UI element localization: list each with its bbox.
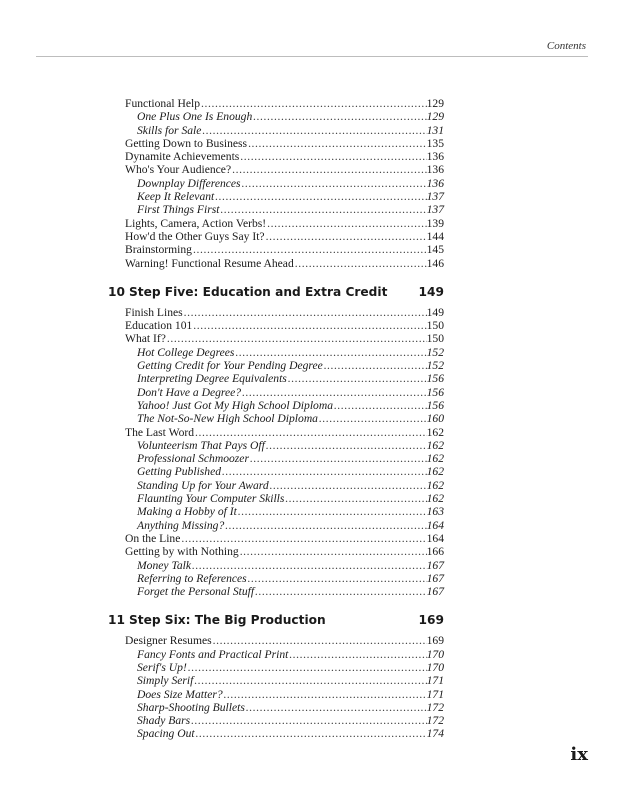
- entry-title: Volunteerism That Pays Off: [137, 438, 265, 452]
- toc-subentry[interactable]: [108, 661, 444, 674]
- entry-page-number: 170: [426, 647, 444, 661]
- entry-page-number: 172: [426, 714, 444, 728]
- dot-leader: [166, 332, 427, 345]
- entry-title: Shady Bars: [137, 714, 191, 728]
- chapter-title: Step Five: Education and Extra Credit: [128, 284, 388, 299]
- entry-page-number: 174: [426, 727, 444, 741]
- toc-subentry[interactable]: [108, 386, 444, 399]
- toc-subentry[interactable]: [108, 346, 444, 359]
- toc-subentry[interactable]: [108, 190, 444, 203]
- table-of-contents: [108, 97, 444, 741]
- dot-leader: [333, 399, 427, 412]
- entry-page-number: 137: [426, 190, 444, 204]
- entry-title: First Things First: [137, 203, 220, 217]
- entry-page-number: 129: [426, 110, 444, 124]
- dot-leader: [294, 257, 427, 270]
- entry-page-number: 164: [426, 518, 444, 532]
- toc-subentry[interactable]: [108, 359, 444, 372]
- entry-page-number: 163: [426, 505, 444, 519]
- chapter-number: 11: [108, 613, 125, 628]
- toc-subentry[interactable]: [108, 727, 444, 740]
- entry-page-number: 144: [426, 229, 444, 243]
- dot-leader: [241, 386, 427, 399]
- entry-page-number: 160: [426, 412, 444, 426]
- entry-page-number: 171: [426, 687, 444, 701]
- entry-page-number: 149: [426, 305, 444, 319]
- entry-title: Downplay Differences: [137, 176, 241, 190]
- entry-title: Getting Published: [137, 465, 222, 479]
- chapter-number: 10: [108, 284, 125, 299]
- toc-subentry[interactable]: [108, 559, 444, 572]
- entry-page-number: 150: [426, 332, 444, 346]
- dot-leader: [187, 661, 427, 674]
- entry-title: Who's Your Audience?: [125, 163, 232, 177]
- entry-page-number: 171: [426, 674, 444, 688]
- dot-leader: [287, 372, 427, 385]
- entry-page-number: 131: [426, 123, 444, 137]
- toc-subentry[interactable]: [108, 492, 444, 505]
- dot-leader: [265, 439, 427, 452]
- entry-title: Skills for Sale: [137, 123, 202, 137]
- entry-title: Making a Hobby of It: [137, 505, 237, 519]
- entry-page-number: 129: [426, 97, 444, 110]
- entry-page-number: 152: [426, 359, 444, 373]
- entry-title: Designer Resumes: [125, 634, 212, 648]
- dot-leader: [191, 559, 427, 572]
- chapter-title: Step Six: The Big Production: [128, 613, 326, 628]
- toc-entry[interactable]: [108, 532, 444, 545]
- entry-title: Hot College Degrees: [137, 345, 235, 359]
- entry-page-number: 152: [426, 345, 444, 359]
- dot-leader: [192, 319, 426, 332]
- entry-page-number: 146: [426, 256, 444, 270]
- entry-title: Anything Missing?: [137, 518, 225, 532]
- entry-title: How'd the Other Guys Say It?: [125, 229, 265, 243]
- dot-leader: [247, 137, 427, 150]
- entry-page-number: 166: [426, 545, 444, 559]
- dot-leader: [214, 190, 426, 203]
- page-header: [0, 0, 624, 60]
- dot-leader: [265, 230, 427, 243]
- entry-title: Simply Serif: [137, 674, 194, 688]
- entry-page-number: 162: [426, 478, 444, 492]
- entry-title: Brainstorming: [125, 243, 192, 257]
- entry-page-number: 156: [426, 372, 444, 386]
- dot-leader: [252, 110, 426, 123]
- toc-chapter-heading[interactable]: [108, 284, 444, 300]
- entry-page-number: 137: [426, 203, 444, 217]
- toc-subentry[interactable]: [108, 714, 444, 727]
- entry-page-number: 150: [426, 319, 444, 333]
- toc-subentry[interactable]: [108, 505, 444, 518]
- toc-subentry[interactable]: [108, 452, 444, 465]
- entry-page-number: 145: [426, 243, 444, 257]
- toc-entry[interactable]: [108, 306, 444, 319]
- dot-leader: [193, 674, 426, 687]
- header-rule: [36, 56, 588, 57]
- entry-title: Professional Schmoozer: [137, 452, 249, 466]
- toc-entry[interactable]: [108, 217, 444, 230]
- toc-subentry[interactable]: [108, 372, 444, 385]
- dot-leader: [284, 492, 426, 505]
- dot-leader: [212, 634, 427, 647]
- dot-leader: [180, 532, 426, 545]
- entry-title: The Last Word: [125, 425, 195, 439]
- toc-subentry[interactable]: [108, 701, 444, 714]
- entry-page-number: 164: [426, 531, 444, 545]
- dot-leader: [219, 203, 426, 216]
- entry-title: Warning! Functional Resume Ahead: [125, 256, 294, 270]
- toc-entry[interactable]: [108, 634, 444, 647]
- dot-leader: [247, 572, 427, 585]
- entry-page-number: 172: [426, 700, 444, 714]
- dot-leader: [266, 217, 426, 230]
- page-number: ix: [570, 744, 588, 765]
- toc-entry[interactable]: [108, 137, 444, 150]
- dot-leader: [318, 412, 427, 425]
- entry-page-number: 136: [426, 163, 444, 177]
- dot-leader: [195, 727, 427, 740]
- dot-leader: [194, 426, 427, 439]
- entry-page-number: 170: [426, 660, 444, 674]
- toc-entry[interactable]: [108, 257, 444, 270]
- entry-title: Getting Credit for Your Pending Degree: [137, 359, 323, 373]
- dot-leader: [234, 346, 426, 359]
- entry-title: Flaunting Your Computer Skills: [137, 492, 285, 506]
- entry-page-number: 136: [426, 176, 444, 190]
- dot-leader: [239, 545, 427, 558]
- entry-title: Sharp-Shooting Bullets: [137, 700, 245, 714]
- toc-subentry[interactable]: [108, 572, 444, 585]
- toc-subentry[interactable]: [108, 110, 444, 123]
- entry-page-number: 135: [426, 136, 444, 150]
- dot-leader: [269, 479, 427, 492]
- toc-entry[interactable]: [108, 97, 444, 110]
- dot-leader: [237, 505, 427, 518]
- entry-title: What If?: [125, 332, 166, 346]
- chapter-page-number: 169: [418, 613, 444, 628]
- entry-page-number: 167: [426, 585, 444, 599]
- toc-entry[interactable]: [108, 426, 444, 439]
- toc-entry[interactable]: [108, 332, 444, 345]
- entry-title: Fancy Fonts and Practical Print: [137, 647, 289, 661]
- entry-title: Standing Up for Your Award: [137, 478, 269, 492]
- dot-leader: [245, 701, 427, 714]
- toc-subentry[interactable]: [108, 399, 444, 412]
- dot-leader: [254, 585, 427, 598]
- dot-leader: [241, 177, 427, 190]
- dot-leader: [192, 243, 427, 256]
- entry-title: Getting by with Nothing: [125, 545, 239, 559]
- entry-title: Spacing Out: [137, 727, 195, 741]
- entry-title: Getting Down to Business: [125, 136, 248, 150]
- toc-subentry[interactable]: [108, 585, 444, 598]
- entry-page-number: 169: [426, 634, 444, 648]
- entry-title: Lights, Camera, Action Verbs!: [125, 216, 267, 230]
- entry-title: Referring to References: [137, 571, 247, 585]
- dot-leader: [190, 714, 426, 727]
- entry-title: Interpreting Degree Equivalents: [137, 372, 287, 386]
- toc-entry[interactable]: [108, 319, 444, 332]
- entry-page-number: 162: [426, 492, 444, 506]
- running-head-title: Contents: [546, 40, 586, 52]
- dot-leader: [223, 688, 427, 701]
- entry-title: Education 101: [125, 319, 193, 333]
- toc-entry[interactable]: [108, 163, 444, 176]
- dot-leader: [231, 163, 427, 176]
- toc-subentry[interactable]: [108, 519, 444, 532]
- entry-page-number: 167: [426, 571, 444, 585]
- dot-leader: [200, 97, 427, 110]
- entry-title: Does Size Matter?: [137, 687, 223, 701]
- entry-title: Serif's Up!: [137, 660, 187, 674]
- entry-title: Keep It Relevant: [137, 190, 215, 204]
- entry-page-number: 156: [426, 385, 444, 399]
- toc-subentry[interactable]: [108, 177, 444, 190]
- toc-entry[interactable]: [108, 150, 444, 163]
- entry-title: Money Talk: [137, 558, 191, 572]
- entry-page-number: 162: [426, 438, 444, 452]
- dot-leader: [221, 465, 427, 478]
- toc-entry[interactable]: [108, 545, 444, 558]
- entry-title: Yahoo! Just Got My High School Diploma: [137, 398, 334, 412]
- toc-subentry[interactable]: [108, 203, 444, 216]
- toc-subentry[interactable]: [108, 412, 444, 425]
- entry-title: Finish Lines: [125, 305, 183, 319]
- entry-title: On the Line: [125, 531, 181, 545]
- dot-leader: [249, 452, 427, 465]
- chapter-page-number: 149: [418, 284, 444, 299]
- entry-page-number: 162: [426, 465, 444, 479]
- entry-title: Forget the Personal Stuff: [137, 585, 255, 599]
- entry-page-number: 139: [426, 216, 444, 230]
- dot-leader: [323, 359, 427, 372]
- dot-leader: [183, 306, 427, 319]
- toc-subentry[interactable]: [108, 124, 444, 137]
- entry-title: Dynamite Achievements: [125, 150, 240, 164]
- dot-leader: [224, 519, 426, 532]
- dot-leader: [288, 648, 426, 661]
- entry-page-number: 162: [426, 452, 444, 466]
- toc-chapter-heading[interactable]: [108, 612, 444, 628]
- entry-title: Functional Help: [125, 97, 201, 110]
- toc-entry[interactable]: [108, 243, 444, 256]
- toc-subentry[interactable]: [108, 688, 444, 701]
- entry-page-number: 162: [426, 425, 444, 439]
- dot-leader: [201, 124, 426, 137]
- entry-title: Don't Have a Degree?: [137, 385, 242, 399]
- toc-subentry[interactable]: [108, 648, 444, 661]
- entry-title: The Not-So-New High School Diploma: [137, 412, 318, 426]
- toc-subentry[interactable]: [108, 479, 444, 492]
- toc-subentry[interactable]: [108, 465, 444, 478]
- dot-leader: [239, 150, 426, 163]
- entry-title: One Plus One Is Enough: [137, 110, 253, 124]
- toc-subentry[interactable]: [108, 439, 444, 452]
- toc-subentry[interactable]: [108, 674, 444, 687]
- entry-page-number: 156: [426, 398, 444, 412]
- entry-page-number: 167: [426, 558, 444, 572]
- entry-page-number: 136: [426, 150, 444, 164]
- toc-entry[interactable]: [108, 230, 444, 243]
